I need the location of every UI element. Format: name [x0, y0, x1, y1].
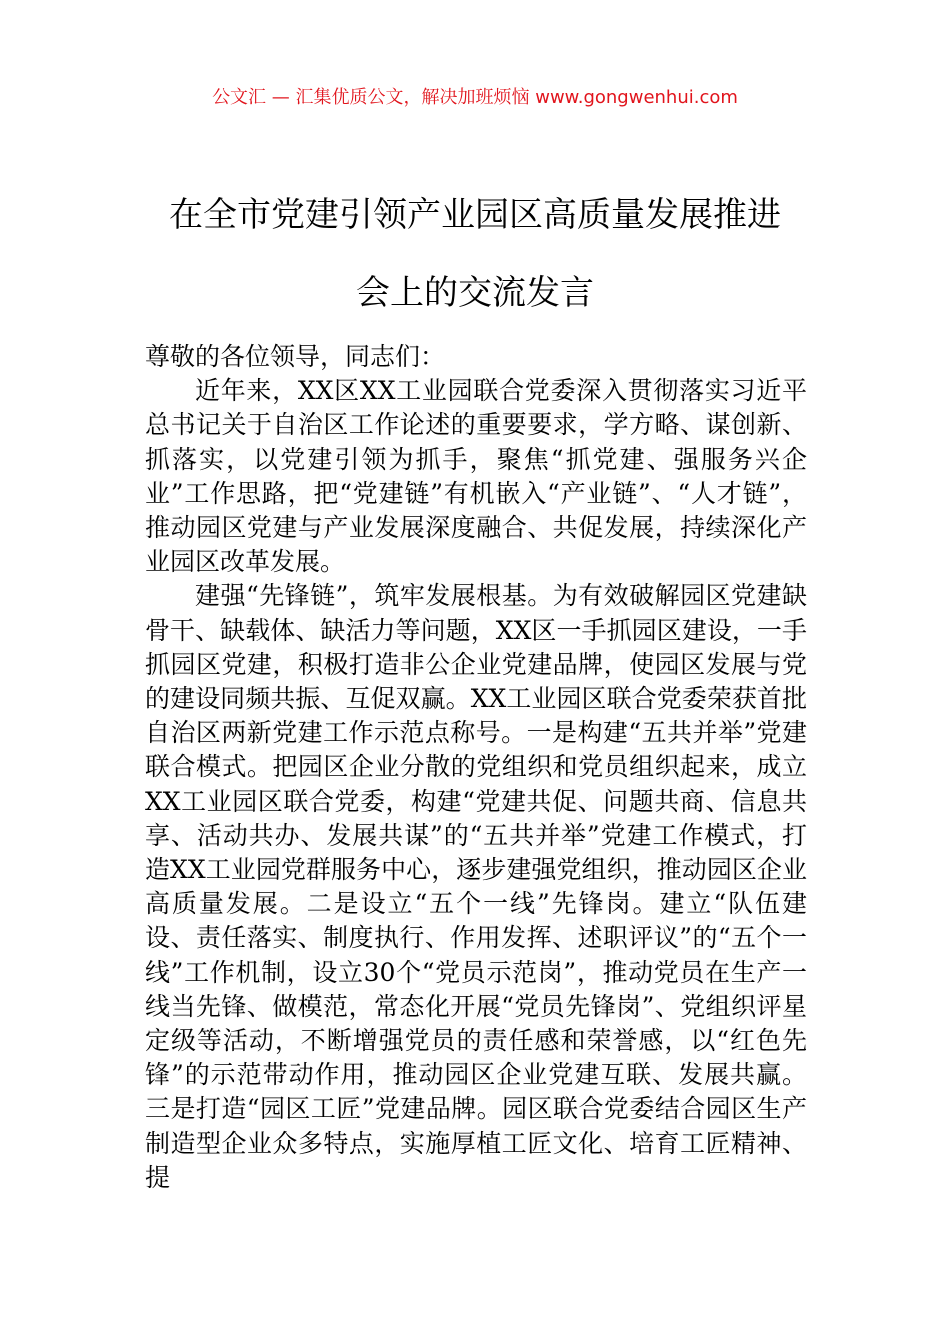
document-body [145, 340, 807, 1195]
document-title-line-2: 会上的交流发言 [356, 273, 594, 313]
salutation: 尊敬的各位领导，同志们： [145, 342, 446, 371]
paragraph-pioneer-chain: 建强“先锋链”，筑牢发展根基。为有效破解园区党建缺骨干、缺载体、缺活力等问题，XX区一手抓园区建设，一手抓园区党建，积极打造非公企业党建品牌，使园区发展与党的建设同频共振、互促双赢。XX工业园区联合党委荣获首批自治区两新党建工作示范点称号。一是构建“五共并举”党建联合模式。把园区企业分散的党组织和党员组织起来，成立XX工业园区联合党委，构建“党建共促、问题共商、信息共享、活动共办、发展共谋”的“五共并举”党建工作模式，打造XX工业园党群服务中心，逐步建强党组织，推动园区企业高质量发展。二是设立“五个一线”先锋岗。建立“队伍建设、责任落实、制度执行、作用发挥、述职评议”的“五个一线”工作机制，设立30个“党员示范岗”，推动党员在生产一线当先锋、做模范，常态化开展“党员先锋岗”、党组织评星定级等活动，不断增强党员的责任感和荣誉感，以“红色先锋”的示范带动作用，推动园区企业党建互联、发展共赢。三是打造“园区工匠”党建品牌。园区联合党委结合园区生产制造型企业众多特点，实施厚植工匠文化、培育工匠精神、提 [145, 581, 807, 1192]
header-banner: 公文汇 — 汇集优质公文，解决加班烦恼 www.gongwenhui.com [212, 87, 738, 108]
paragraph-intro: 近年来，XX区XX工业园联合党委深入贯彻落实习近平总书记关于自治区工作论述的重要要求，学方略、谋创新、抓落实，以党建引领为抓手，聚焦“抓党建、强服务兴企业”工作思路，把“党建链”有机嵌入“产业链”、“人才链”，推动园区党建与产业发展深度融合、共促发展，持续深化产业园区改革发展。 [145, 376, 807, 577]
document-title-line-1: 在全市党建引领产业园区高质量发展推进 [169, 195, 781, 235]
document-title [130, 176, 820, 332]
